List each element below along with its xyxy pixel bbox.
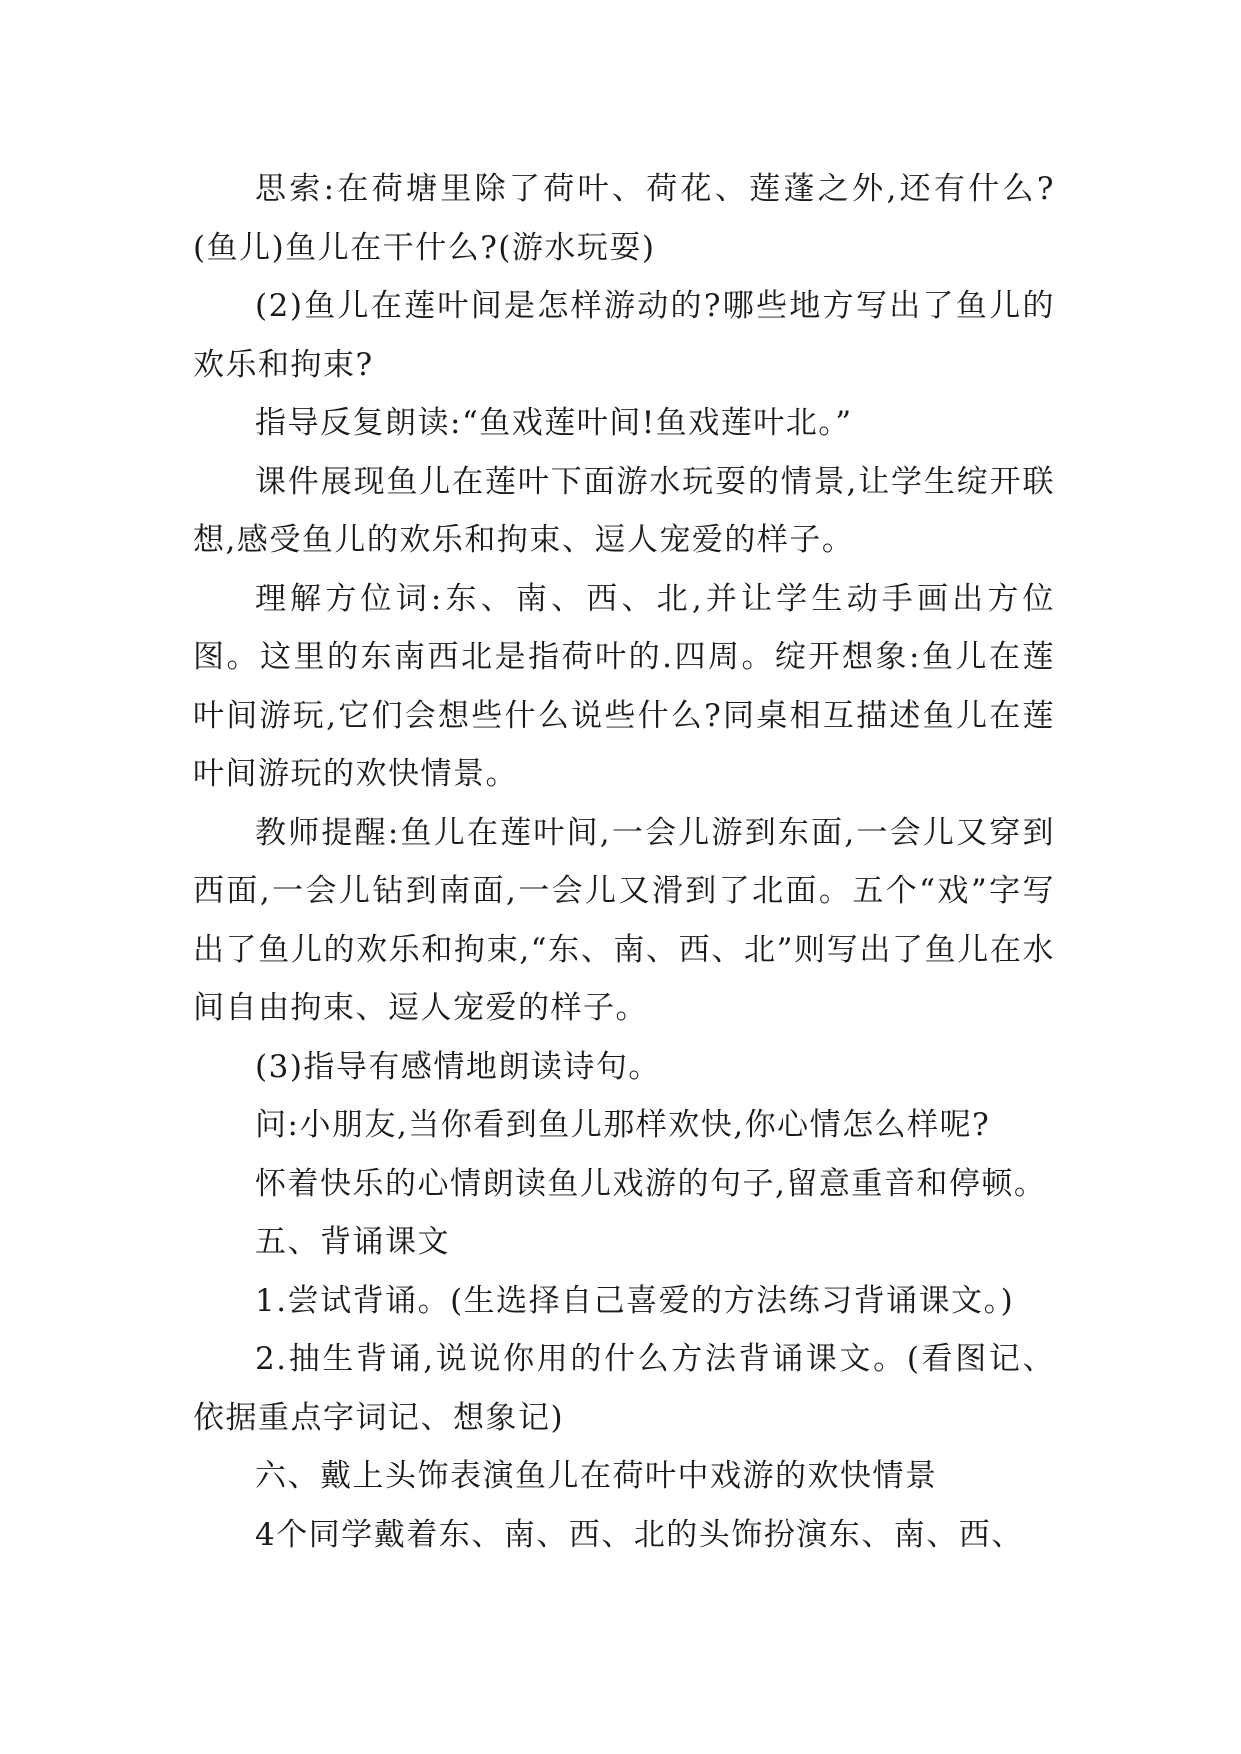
paragraph-direction-words: 理解方位词:东、南、西、北,并让学生动手画出方位图。这里的东南西北是指荷叶的.四周。绽开想象:鱼儿在莲叶间游玩,它们会想些什么说些什么?同桌相互描述鱼儿在莲叶间游玩的欢快情景。 bbox=[193, 580, 1055, 792]
paragraph-student-recite: 2.抽生背诵,说说你用的什么方法背诵课文。(看图记、依据重点字词记、想象记) bbox=[193, 1341, 1055, 1436]
section-heading-perform: 六、戴上头饰表演鱼儿在荷叶中戏游的欢快情景 bbox=[255, 1458, 938, 1494]
paragraph-emotional-reading: (3)指导有感情地朗读诗句。 bbox=[255, 1048, 661, 1085]
section-heading-recite: 五、背诵课文 bbox=[255, 1224, 450, 1260]
paragraph-question-mood: 问:小朋友,当你看到鱼儿那样欢快,你心情怎么样呢? bbox=[255, 1107, 991, 1143]
paragraph-think-question: 思索:在荷塘里除了荷叶、荷花、莲蓬之外,还有什么?(鱼儿)鱼儿在干什么?(游水玩耍) bbox=[193, 171, 1055, 266]
paragraph-guided-reading: 指导反复朗读:“鱼戏莲叶间!鱼戏莲叶北。” bbox=[255, 405, 853, 441]
paragraph-happy-reading: 怀着快乐的心情朗读鱼儿戏游的句子,留意重音和停顿。 bbox=[255, 1165, 1047, 1202]
document-body bbox=[193, 160, 1055, 1564]
paragraph-try-recite: 1.尝试背诵。(生选择自己喜爱的方法练习背诵课文。) bbox=[255, 1282, 1015, 1319]
paragraph-fish-swimming-question: (2)鱼儿在莲叶间是怎样游动的?哪些地方写出了鱼儿的欢乐和拘束? bbox=[193, 288, 1055, 383]
paragraph-teacher-reminder: 教师提醒:鱼儿在莲叶间,一会儿游到东面,一会儿又穿到西面,一会儿钻到南面,一会儿又滑到了北面。五个“戏”字写出了鱼儿的欢乐和拘束,“东、南、西、北”则写出了鱼儿在水间自由拘束、逗人宠爱的样子。 bbox=[193, 814, 1055, 1026]
paragraph-courseware-scene: 课件展现鱼儿在莲叶下面游水玩耍的情景,让学生绽开联想,感受鱼儿的欢乐和拘束、逗人宠爱的样子。 bbox=[193, 463, 1055, 558]
paragraph-four-students: 4个同学戴着东、南、西、北的头饰扮演东、南、西、 bbox=[255, 1516, 1024, 1553]
